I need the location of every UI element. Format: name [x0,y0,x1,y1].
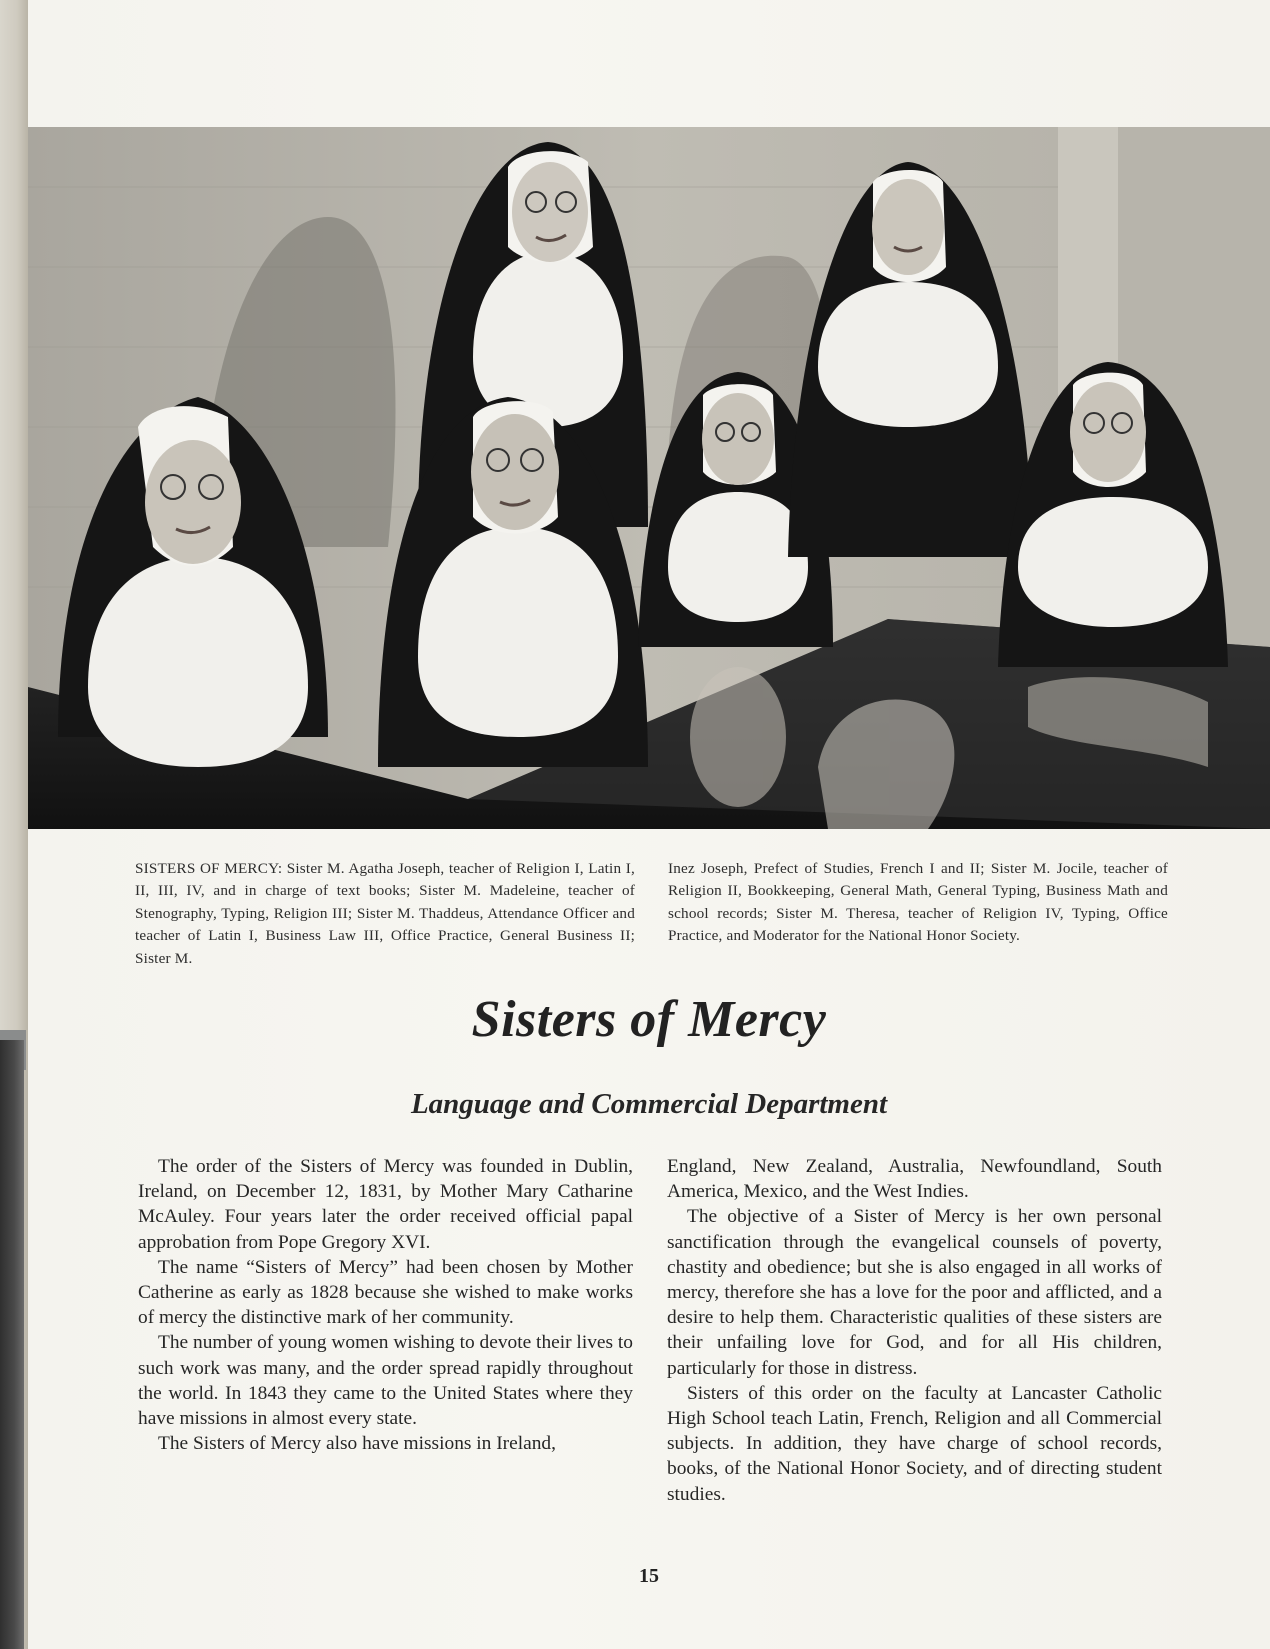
page-title: Sisters of Mercy [471,991,827,1048]
paragraph: The Sisters of Mercy also have missions in Ireland, [158,1433,556,1455]
photo-caption-left: SISTERS OF MERCY: Sister M. Agatha Joseph, teacher of Religion I, Latin I, II, III, IV, and in charge of text books; Sister M. Madeleine, teacher of Stenography, Typing, Religion III; Sister M. Thaddeus, Attendance Officer and teacher of Latin I, Business Law III, Office Practice, General Business II; Sister M. [135,860,635,967]
body-column-left [138,1154,633,1456]
paragraph: The order of the Sisters of Mercy was founded in Dublin, Ireland, on December 12, 1831, by Mother Mary Catharine McAuley. Four years later the order received official papal approbation from Pope Gregory XVI. [138,1156,633,1253]
paragraph: The number of young women wishing to devote their lives to such work was many, and the order spread rapidly throughout the world. In 1843 they came to the United States where they have missions in almost every state. [138,1332,633,1430]
body-column-right [667,1154,1162,1507]
yearbook-page [28,0,1270,1649]
group-photo [28,127,1270,829]
paragraph-continuation: England, New Zealand, Australia, Newfoundland, South America, Mexico, and the West Indies. [667,1156,1162,1203]
paragraph: The objective of a Sister of Mercy is her own personal sanctification through the evangelical counsels of poverty, chastity and obedience; but she is also engaged in all works of mercy, therefore she has a love for the poor and afflicted, and a desire to help them. Characteristic qualities of these sisters are their unfailing love for God, and for all His children, particularly for those in distress. [667,1206,1162,1379]
page-number: 15 [639,1565,659,1587]
paragraph: Sisters of this order on the faculty at Lancaster Catholic High School teach Latin, French, Religion and all Commercial subjects. In addition, they have charge of school records, books, of the National Honor Society, and of directing student studies. [667,1382,1162,1505]
spine-cover [0,1040,24,1649]
photo-caption-right: Inez Joseph, Prefect of Studies, French I and II; Sister M. Jocile, teacher of Religion II, Bookkeeping, General Math, General Typing, Business Math and school records; Sister M. Theresa, teacher of Religion IV, Typing, Office Practice, and Moderator for the National Honor Society. [668,860,1168,945]
paragraph: The name “Sisters of Mercy” had been chosen by Mother Catherine as early as 1828 because she wished to make works of mercy the distinctive mark of her community. [138,1256,633,1329]
page-subtitle: Language and Commercial Department [410,1088,888,1120]
